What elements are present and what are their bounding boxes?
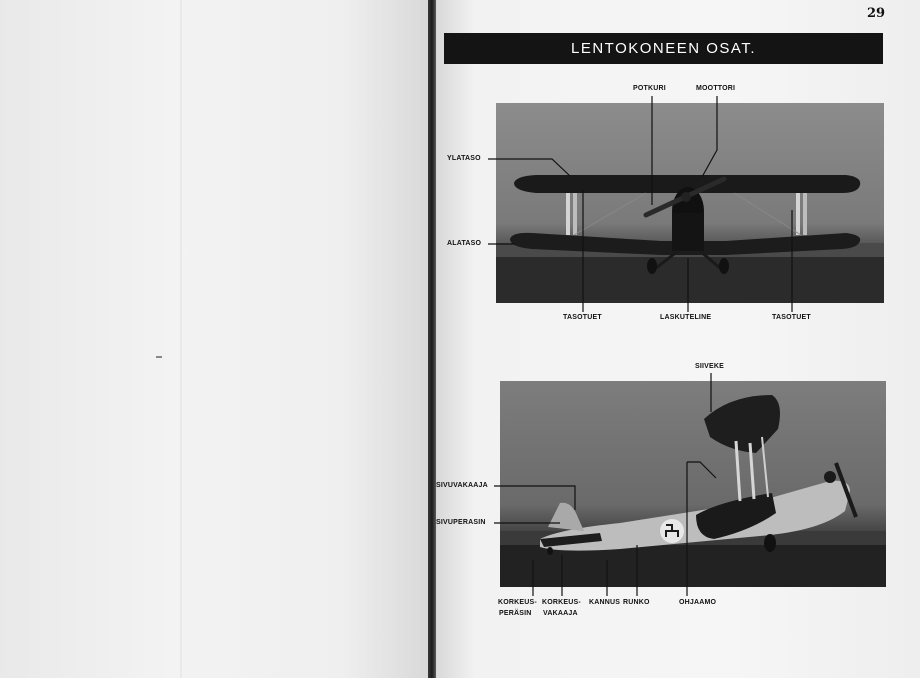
label-ylataso: YLATASO <box>447 155 481 162</box>
page-title: LENTOKONEEN OSAT. <box>444 33 883 64</box>
label-ohjaamo: OHJAAMO <box>679 599 717 606</box>
label-runko: RUNKO <box>623 599 650 606</box>
page-number: 29 <box>867 6 886 21</box>
label-tasotuet-left: TASOTUET <box>563 314 602 321</box>
label-alataso: ALATASO <box>447 240 482 247</box>
label-korkeusvakaaja-line1: KORKEUS- <box>542 599 581 606</box>
label-potkuri: POTKURI <box>633 85 666 92</box>
label-moottori: MOOTTORI <box>696 85 736 92</box>
label-sivuvakaaja: SIVUVAKAAJA <box>436 482 488 489</box>
label-siiveke: SIIVEKE <box>695 363 725 370</box>
label-kannus: KANNUS <box>589 599 621 606</box>
label-korkeusperasin-line1: KORKEUS- <box>498 599 537 606</box>
label-tasotuet-right: TASOTUET <box>772 314 811 321</box>
label-korkeusperasin-line2: PERÄSIN <box>499 610 532 617</box>
label-sivuperasin: SIVUPERASIN <box>436 519 486 526</box>
label-laskuteline: LASKUTELINE <box>660 314 712 321</box>
label-korkeusvakaaja-line2: VAKAAJA <box>543 610 578 617</box>
